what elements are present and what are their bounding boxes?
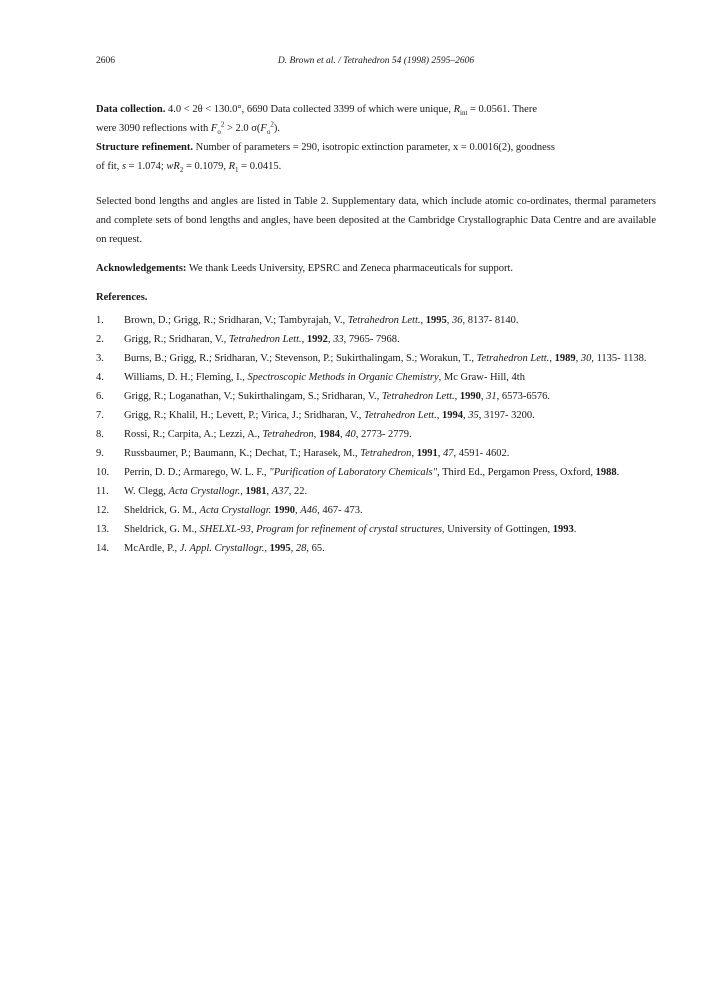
reference-text xyxy=(124,501,656,520)
reference-separator: , xyxy=(420,315,426,326)
reference-journal: Acta Crystallogr. xyxy=(168,486,241,497)
page-number: 2606 xyxy=(96,56,115,66)
reference-authors: Perrin, D. D.; Armarego, W. L. F., xyxy=(124,467,270,478)
reference-number: 3. xyxy=(96,353,104,364)
reference-number: 8. xyxy=(96,429,104,440)
reference-item xyxy=(96,539,656,558)
reference-number: 1. xyxy=(96,315,104,326)
reference-separator: , xyxy=(454,391,460,402)
data-collection-paragraph xyxy=(96,100,656,138)
wr-subscript: 2 xyxy=(179,166,184,175)
reference-text xyxy=(124,311,656,330)
reference-item xyxy=(96,349,656,368)
reference-journal: SHELXL-93, Program for refinement of crystal structures xyxy=(199,524,442,535)
reference-year: 1993 xyxy=(552,524,574,535)
reference-separator: , University of Gottingen, xyxy=(441,524,553,535)
data-collection-label: Data collection. xyxy=(96,104,166,115)
reference-text xyxy=(124,463,656,482)
reference-authors: Rossi, R.; Carpita, A.; Lezzi, A., xyxy=(124,429,263,440)
data-collection-line2a: were 3090 reflections with xyxy=(96,123,211,134)
reference-year: 1989 xyxy=(554,353,576,364)
reference-separator: , xyxy=(462,410,469,421)
reference-text xyxy=(124,482,656,501)
page-header xyxy=(96,56,656,72)
reference-volume: 35 xyxy=(468,410,479,421)
reference-pages: , 65. xyxy=(306,543,325,554)
reference-pages: , 8137- 8140. xyxy=(462,315,519,326)
reference-authors: Brown, D.; Grigg, R.; Sridharan, V.; Tambyrajah, V., xyxy=(124,315,348,326)
reference-pages: , Mc Graw- Hill, 4th xyxy=(438,372,525,383)
reference-separator: , xyxy=(436,410,442,421)
rint-value: = 0.0561. There xyxy=(467,104,537,115)
reference-separator: , xyxy=(294,505,301,516)
reference-separator: , xyxy=(327,334,334,345)
reference-pages: , 7965- 7968. xyxy=(343,334,400,345)
reference-item xyxy=(96,425,656,444)
reference-journal: Tetrahedron Lett. xyxy=(363,410,437,421)
acknowledgements-label: Acknowledgements: xyxy=(96,263,187,274)
reference-item xyxy=(96,330,656,349)
reference-authors: McArdle, P., xyxy=(124,543,180,554)
reference-authors: Grigg, R.; Sridharan, V., xyxy=(124,334,229,345)
reference-year: 1990 xyxy=(459,391,481,402)
reference-year: 1981 xyxy=(245,486,267,497)
data-collection-line2c: ). xyxy=(273,123,280,134)
page-body xyxy=(96,100,656,558)
reference-text xyxy=(124,406,656,425)
reference-item xyxy=(96,368,656,387)
reference-pages: , 2773- 2779. xyxy=(355,429,412,440)
reference-item xyxy=(96,387,656,406)
reference-volume: A37 xyxy=(271,486,289,497)
reference-separator: , Third Ed., Pergamon Press, Oxford, xyxy=(437,467,596,478)
reference-pages: , 4591- 4602. xyxy=(453,448,510,459)
reference-item xyxy=(96,444,656,463)
fo-symbol: F xyxy=(210,123,218,134)
reference-journal: Tetrahedron Lett. xyxy=(228,334,302,345)
reference-pages: . xyxy=(616,467,620,478)
reference-number: 7. xyxy=(96,410,104,421)
structure-refinement-line2b: = 1.074; xyxy=(126,161,167,172)
reference-pages: , 22. xyxy=(288,486,308,497)
reference-volume: 28 xyxy=(295,543,307,554)
reference-journal: Tetrahedron xyxy=(360,448,412,459)
reference-text xyxy=(124,520,656,539)
reference-number: 13. xyxy=(96,524,110,535)
reference-number: 10. xyxy=(96,467,110,478)
reference-separator: , xyxy=(266,486,272,497)
reference-number: 11. xyxy=(96,486,109,497)
reference-separator: , xyxy=(264,543,270,554)
reference-item xyxy=(96,482,656,501)
r-subscript: 1 xyxy=(235,166,239,175)
reference-number: 14. xyxy=(96,543,110,554)
reference-separator: , xyxy=(339,429,346,440)
reference-separator: , xyxy=(446,315,452,326)
reference-item xyxy=(96,520,656,539)
reference-separator: , xyxy=(575,353,581,364)
reference-separator: , xyxy=(301,334,307,345)
reference-text xyxy=(124,387,656,406)
reference-year: 1994 xyxy=(441,410,463,421)
reference-text xyxy=(124,425,656,444)
reference-authors: Sheldrick, G. M., xyxy=(124,524,200,535)
reference-pages: , 1135- 1138. xyxy=(591,353,647,364)
reference-separator: , xyxy=(437,448,443,459)
rint-subscript: int xyxy=(460,109,468,118)
reference-item xyxy=(96,311,656,330)
reference-separator: , xyxy=(290,543,296,554)
reference-number: 2. xyxy=(96,334,104,345)
reference-volume: A46 xyxy=(300,505,318,516)
reference-list xyxy=(96,311,656,558)
reference-text xyxy=(124,349,656,368)
acknowledgements-text: We thank Leeds University, EPSRC and Zeneca pharmaceuticals for support. xyxy=(186,263,514,274)
reference-authors: Grigg, R.; Loganathan, V.; Sukirthalingam, S.; Sridharan, V., xyxy=(124,391,382,402)
structure-refinement-line2c: = 0.1079, xyxy=(183,161,229,172)
structure-refinement-label: Structure refinement. xyxy=(96,142,194,153)
fo-subscript-2: o xyxy=(266,128,271,137)
data-collection-line1: 4.0 < 2θ < 130.0°, 6690 Data collected 3399 of which were unique, xyxy=(168,104,454,115)
rint-symbol: R xyxy=(453,104,460,115)
reference-pages: . xyxy=(573,524,577,535)
reference-text xyxy=(124,444,656,463)
reference-text xyxy=(124,330,656,349)
structure-refinement-line2a: of fit, xyxy=(96,161,122,172)
reference-item xyxy=(96,406,656,425)
reference-journal: Tetrahedron Lett. xyxy=(476,353,550,364)
reference-separator: , xyxy=(411,448,417,459)
reference-year: 1995 xyxy=(425,315,447,326)
reference-journal: "Purification of Laboratory Chemicals" xyxy=(269,467,438,478)
fo-symbol-2: F xyxy=(260,123,267,134)
reference-separator: , xyxy=(240,486,246,497)
reference-text xyxy=(124,368,656,387)
reference-journal: Tetrahedron Lett. xyxy=(347,315,421,326)
reference-journal: Acta Crystallogr. xyxy=(199,505,272,516)
supplementary-paragraph: Selected bond lengths and angles are listed in Table 2. Supplementary data, which include atomic co-ordinates, thermal parameters and complete sets of bond lengths and angles, have been deposited at the Cambridge Crystallographic Data Centre and are available on request. xyxy=(96,196,656,245)
reference-year: 1995 xyxy=(269,543,291,554)
reference-text xyxy=(124,539,656,558)
acknowledgements-paragraph xyxy=(96,259,656,278)
reference-pages: , 3197- 3200. xyxy=(478,410,535,421)
reference-journal: J. Appl. Crystallogr. xyxy=(179,543,265,554)
reference-authors: W. Clegg, xyxy=(124,486,169,497)
structure-refinement-line2d: = 0.0415. xyxy=(238,161,282,172)
reference-authors: Grigg, R.; Khalil, H.; Levett, P.; Virica, J.; Sridharan, V., xyxy=(124,410,364,421)
reference-volume: 31 xyxy=(486,391,497,402)
structure-refinement-line1: Number of parameters = 290, isotropic extinction parameter, x = 0.0016(2), goodness xyxy=(195,142,555,153)
reference-volume: 47 xyxy=(442,448,454,459)
reference-authors: Sheldrick, G. M., xyxy=(124,505,200,516)
reference-number: 6. xyxy=(96,391,104,402)
reference-year: 1984 xyxy=(318,429,340,440)
reference-pages: , 6573-6576. xyxy=(496,391,551,402)
reference-separator: , xyxy=(480,391,487,402)
reference-number: 12. xyxy=(96,505,110,516)
reference-item xyxy=(96,463,656,482)
reference-number: 4. xyxy=(96,372,104,383)
reference-number: 9. xyxy=(96,448,104,459)
reference-year: 1988 xyxy=(595,467,617,478)
reference-journal: Spectroscopic Methods in Organic Chemistry xyxy=(247,372,439,383)
reference-authors: Burns, B.; Grigg, R.; Sridharan, V.; Stevenson, P.; Sukirthalingam, S.; Worakun, T., xyxy=(124,353,477,364)
fo-superscript-2: 2 xyxy=(270,120,274,129)
reference-volume: 36 xyxy=(451,315,463,326)
r-symbol: R xyxy=(228,161,236,172)
references-heading: References. xyxy=(96,292,148,303)
structure-refinement-paragraph xyxy=(96,138,656,176)
reference-journal: Tetrahedron Lett. xyxy=(381,391,455,402)
reference-authors: Williams, D. H.; Fleming, I., xyxy=(124,372,248,383)
reference-separator: , xyxy=(549,353,555,364)
data-collection-line2b: > 2.0 σ( xyxy=(224,123,261,134)
reference-year: 1991 xyxy=(416,448,438,459)
reference-item xyxy=(96,501,656,520)
fo-superscript: 2 xyxy=(220,120,225,129)
reference-volume: 33 xyxy=(333,334,344,345)
reference-pages: , 467- 473. xyxy=(317,505,363,516)
wr-symbol: wR xyxy=(166,161,180,172)
s-symbol: s xyxy=(121,161,127,172)
reference-authors: Russbaumer, P.; Baumann, K.; Dechat, T.; Harasek, M., xyxy=(124,448,361,459)
reference-volume: 30 xyxy=(580,353,592,364)
reference-year: 1990 xyxy=(273,505,295,516)
reference-volume: 40 xyxy=(345,429,356,440)
reference-year: 1992 xyxy=(306,334,328,345)
reference-journal: Tetrahedron, xyxy=(262,429,317,440)
running-title: D. Brown et al. / Tetrahedron 54 (1998) 2595–2606 xyxy=(277,56,475,66)
fo-subscript: o xyxy=(217,128,221,137)
